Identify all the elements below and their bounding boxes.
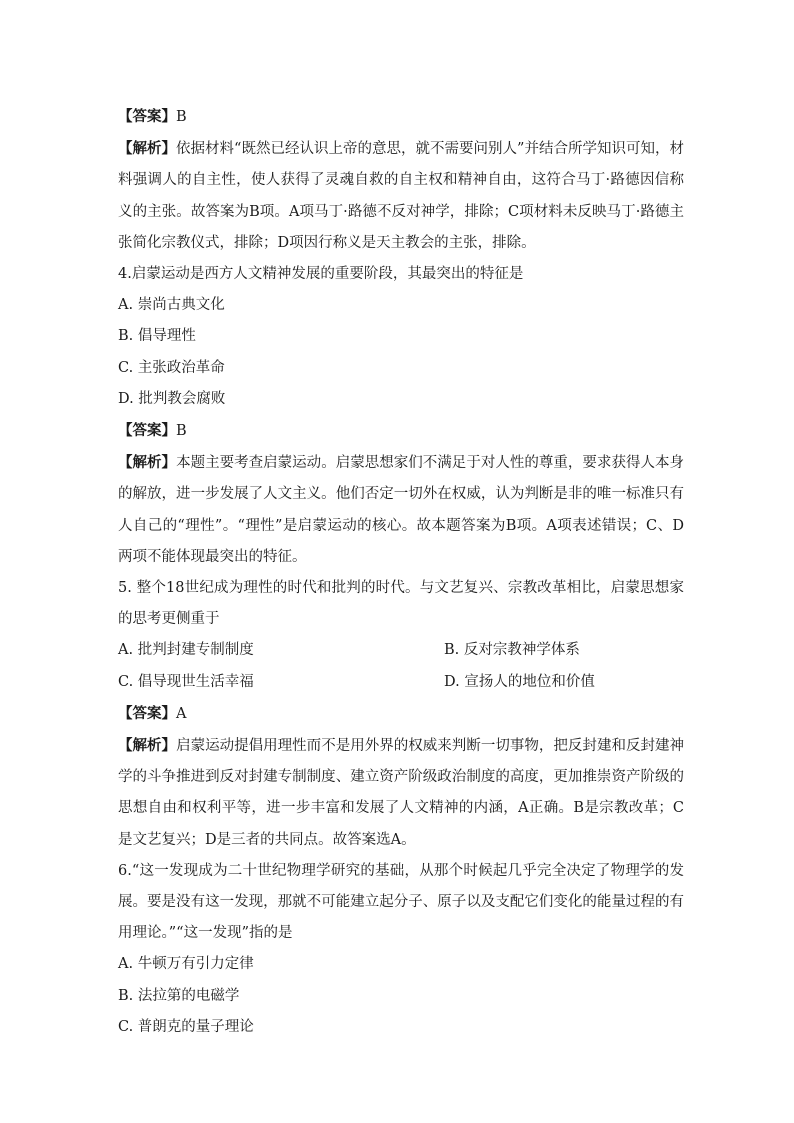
- question-6: 6.“这一发现成为二十世纪物理学研究的基础，从那个时候起几乎完全决定了物理学的发展。要是没有这一发现，那就不可能建立起分子、原子以及支配它们变化的能量过程的有用理论。”“这一发现”指的是: [118, 862, 684, 942]
- option-d: D. 批判教会腐败: [118, 390, 226, 407]
- analysis-text: 依据材料“既然已经认识上帝的意思，就不需要问别人”并结合所学知识可知，材料强调人的自主性，使人获得了灵魂自救的自主权和精神自由，这符合马丁·路德因信称义的主张。故答案为B项。A项马丁·路德不反对神学，排除；C项材料未反映马丁·路德主张简化宗教仪式，排除；D项因行称义是天主教会的主张，排除。: [118, 141, 685, 251]
- answer-line: 【答案】B: [118, 422, 187, 440]
- option-b: B. 倡导理性: [118, 328, 196, 345]
- question-5: 5. 整个18世纪成为理性的时代和批判的时代。与文艺复兴、宗教改革相比，启蒙思想家的思考更侧重于: [118, 580, 684, 628]
- answer-value: B: [176, 423, 187, 440]
- question-4: 4.启蒙运动是西方人文精神发展的重要阶段，其最突出的特征是: [118, 266, 524, 283]
- option-a: A. 批判封建专制制度: [118, 642, 254, 659]
- option-row: [118, 635, 684, 666]
- analysis-text: 本题主要考查启蒙运动。启蒙思想家们不满足于对人性的尊重，要求获得人本身的解放，进一步发展了人文主义。他们否定一切外在权威，认为判断是非的唯一标准只有人自己的“理性”。“理性”是启蒙运动的核心。故本题答案为B项。A项表述错误；C、D两项不能体现最突出的特征。: [118, 455, 685, 565]
- option-c: C. 主张政治革命: [118, 359, 225, 376]
- option-c: C. 普朗克的量子理论: [118, 1018, 254, 1035]
- option-b: B. 法拉第的电磁学: [118, 987, 240, 1004]
- option-d: D. 宣扬人的地位和价值: [444, 673, 595, 690]
- option-b: B. 反对宗教神学体系: [444, 642, 580, 659]
- answer-line: 【答案】B: [118, 108, 187, 125]
- analysis-paragraph: 【解析】启蒙运动提倡用理性而不是用外界的权威来判断一切事物，把反封建和反封建神学的斗争推进到反对封建专制制度、建立资产阶级政治制度的高度，更加推崇资产阶级的思想自由和权利平等，进一步丰富和发展了人文精神的内涵，A正确。B是宗教改革；C是文艺复兴；D是三者的共同点。故答案选A。: [118, 737, 685, 848]
- answer-value: B: [176, 109, 187, 125]
- option-c: C. 倡导现世生活幸福: [118, 673, 254, 690]
- option-a: A. 牛顿万有引力定律: [118, 956, 254, 973]
- analysis-paragraph: 【解析】依据材料“既然已经认识上帝的意思，就不需要问别人”并结合所学知识可知，材料强调人的自主性，使人获得了灵魂自救的自主权和精神自由，这符合马丁·路德因信称义的主张。故答案为B项。A项马丁·路德不反对神学，排除；C项材料未反映马丁·路德主张简化宗教仪式，排除；D项因行称义是天主教会的主张，排除。: [118, 140, 685, 251]
- option-row: [118, 667, 684, 698]
- answer-line: 【答案】A: [118, 704, 187, 722]
- document-body: [118, 101, 684, 1043]
- option-a: A. 崇尚古典文化: [118, 297, 225, 314]
- analysis-text: 启蒙运动提倡用理性而不是用外界的权威来判断一切事物，把反封建和反封建神学的斗争推进到反对封建专制制度、建立资产阶级政治制度的高度，更加推崇资产阶级的思想自由和权利平等，进一步丰富和发展了人文精神的内涵，A正确。B是宗教改革；C是文艺复兴；D是三者的共同点。故答案选A。: [118, 738, 685, 848]
- analysis-paragraph: 【解析】本题主要考查启蒙运动。启蒙思想家们不满足于对人性的尊重，要求获得人本身的解放，进一步发展了人文主义。他们否定一切外在权威，认为判断是非的唯一标准只有人自己的“理性”。“理性”是启蒙运动的核心。故本题答案为B项。A项表述错误；C、D两项不能体现最突出的特征。: [118, 454, 685, 565]
- answer-value: A: [176, 705, 187, 722]
